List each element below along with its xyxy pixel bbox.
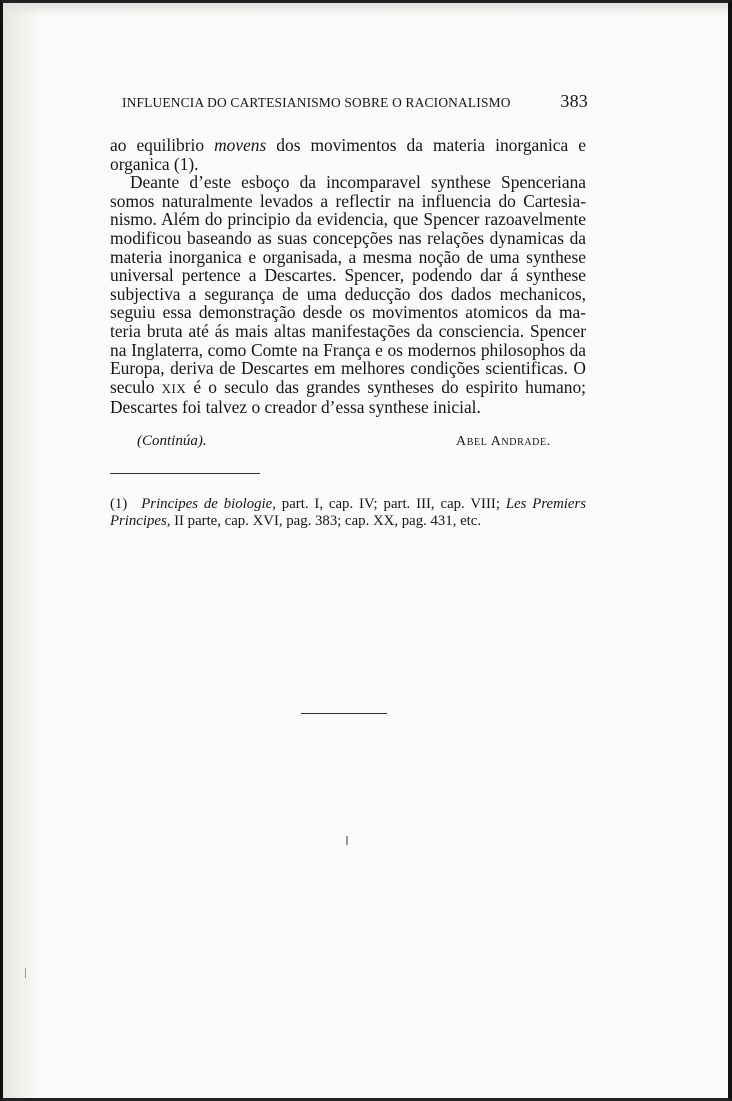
page-number: 383 [560, 91, 588, 111]
paragraph-1-start: ao equilibrio [110, 135, 215, 155]
main-text [110, 136, 586, 417]
paragraph-2 [110, 173, 586, 417]
author-signature: Abel Andrade. [456, 434, 551, 449]
footnote-citation-1: part. I, cap. IV; part. III, cap. VIII; [275, 496, 506, 512]
paragraph-2-start: Deante d’este esboço da incomparavel synthese Spenceriana somos naturalmente levados a reflectir na influencia do Cartesianismo. Além do principio da evidencia, que Spencer razoavelmente modificou baseando as suas concepções nas relações dynamicas da materia inorganica e organisada, a mesma noção de uma synthese universal pertence a Descartes. Spencer, podendo dar á synthese subjectiva a segurança de uma deducção dos dados mechanicos, seguiu essa demonstração desde os movimentos atomicos da materia bruta até ás mais altas manifestações da consciencia. Spencer na Inglaterra, como Comte na França e os modernos philosophos da Europa, deriva de Descartes em melhores condições scientificas. O seculo [110, 172, 586, 397]
scan-shadow-left [3, 3, 41, 1098]
continua-note: (Continúa). [137, 433, 207, 449]
end-of-article-rule [301, 713, 387, 714]
paragraph-1 [110, 136, 586, 173]
footnote-ref [110, 496, 586, 529]
footnote-citation-2: II parte, cap. XVI, pag. 383; cap. XX, pag. 431, etc. [170, 513, 482, 529]
century-numeral: XIX [161, 380, 187, 396]
footnote-title-1: Principes de biologie, [141, 496, 276, 512]
paragraph-1-end: dos movimentos da materia inorganica e organica (1). [110, 135, 586, 174]
footnote-1 [110, 496, 586, 530]
running-title: INFLUENCIA DO CARTESIANISMO SOBRE O RACIONALISMO [122, 95, 511, 110]
footnote-title-2: Les Premiers Principes, [110, 496, 587, 529]
footnote-divider [110, 473, 260, 474]
scan-speck [25, 968, 26, 978]
paragraph-2-end: é o seculo das grandes syntheses do espirito humano; Descartes foi talvez o creador d’essa synthese inicial. [110, 376, 586, 418]
scan-shadow-top [3, 3, 728, 17]
footnote-marker: (1) [110, 496, 128, 512]
scan-speck [346, 836, 348, 845]
term-movens: movens [214, 135, 267, 155]
